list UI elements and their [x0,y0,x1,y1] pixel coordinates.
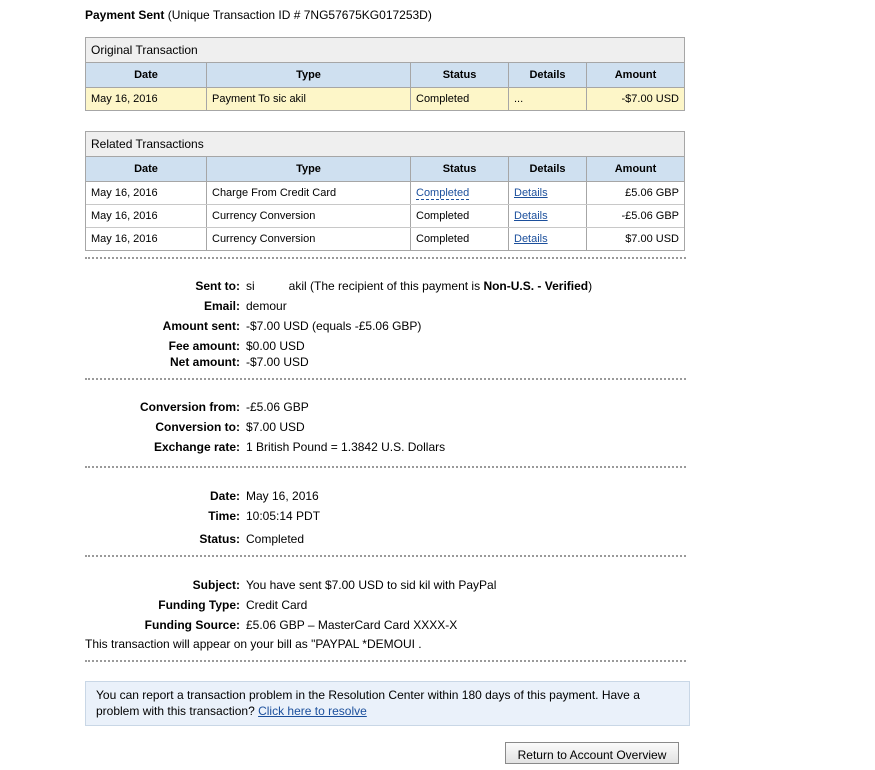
amount-sent-value: -$7.00 USD (equals -£5.06 GBP) [246,319,422,333]
exchange-rate-row [85,440,685,456]
row-type: Currency Conversion [207,205,411,228]
related-transactions-heading: Related Transactions [86,132,684,157]
col-status: Status [411,63,509,88]
time-row [85,509,685,525]
sent-to-label: Sent to: [195,279,240,293]
funding-type-label: Funding Type: [158,598,240,612]
conversion-from-value: -£5.06 GBP [246,400,309,414]
row-details [509,228,587,251]
redaction [255,281,289,293]
recipient-note-end: ) [588,279,593,293]
row-status: Completed [411,88,509,111]
funding-source-row [85,618,685,634]
table-header-row [86,157,684,182]
col-type: Type [207,63,411,88]
table-header-row [86,63,684,88]
row-date: May 16, 2016 [86,182,207,205]
section-divider [85,378,686,380]
resolution-text: You can report a transaction problem in the Resolution Center within 180 days of this payment. Have a problem with this transaction? [96,688,640,718]
time-value: 10:05:14 PDT [246,509,321,523]
subject-label: Subject: [192,578,240,592]
details-link[interactable]: Details [514,187,548,199]
transaction-id: (Unique Transaction ID # 7NG57675KG017253D) [164,8,432,22]
time-label: Time: [208,509,240,523]
details-link[interactable]: Details [514,233,548,245]
resolve-link[interactable]: Click here to resolve [258,704,367,718]
section-divider [85,660,686,662]
col-details: Details [509,157,587,182]
fee-value: $0.00 USD [246,339,305,353]
row-status: Completed [411,205,509,228]
date-row [85,489,685,505]
row-status[interactable] [411,182,509,205]
resolution-notice [85,681,690,726]
fee-row [85,339,685,355]
email-value: demour [246,299,287,313]
col-amount: Amount [587,63,685,88]
original-transaction-box [85,37,685,111]
section-divider [85,466,686,468]
sent-to-row [85,279,685,295]
row-details [509,182,587,205]
amount-sent-row [85,319,685,335]
fee-label: Fee amount: [168,339,240,353]
row-amount: -£5.06 GBP [587,205,685,228]
funding-type-row [85,598,685,614]
table-row[interactable] [86,88,684,111]
row-details: ... [509,88,587,111]
details-link[interactable]: Details [514,210,548,222]
row-type: Payment To sic akil [207,88,411,111]
row-status: Completed [411,228,509,251]
table-row [86,205,684,228]
row-amount: £5.06 GBP [587,182,685,205]
related-transactions-box [85,131,685,251]
row-date: May 16, 2016 [86,88,207,111]
page-title-bold: Payment Sent [85,8,165,22]
conversion-to-value: $7.00 USD [246,420,305,434]
row-type: Currency Conversion [207,228,411,251]
bill-note-row [85,637,685,653]
row-amount: $7.00 USD [625,233,679,245]
row-date: May 16, 2016 [86,205,207,228]
row-details [509,205,587,228]
section-divider [85,257,686,259]
exchange-rate-value: 1 British Pound = 1.3842 U.S. Dollars [246,440,446,454]
net-label: Net amount: [170,355,240,369]
subject-row [85,578,685,594]
recipient-name-end: akil [288,279,307,293]
row-date: May 16, 2016 [86,228,207,251]
row-amount: -$7.00 USD [587,88,685,111]
original-transaction-table [86,63,684,110]
date-label: Date: [209,489,240,503]
return-to-overview-button[interactable]: Return to Account Overview [505,742,679,764]
conversion-from-label: Conversion from: [139,400,240,414]
email-label: Email: [203,299,240,313]
col-date: Date [86,63,207,88]
row-type: Charge From Credit Card [207,182,411,205]
net-row [85,355,685,371]
subject-value: You have sent $7.00 USD to sid kil with PayPal [246,578,497,592]
date-value: May 16, 2016 [246,489,319,503]
table-row [86,228,684,251]
related-transactions-table [86,157,684,250]
funding-source-label: Funding Source: [144,618,240,632]
amount-sent-label: Amount sent: [162,319,240,333]
email-row [85,299,685,315]
page-title [85,8,432,22]
status-value: Completed [246,532,305,546]
original-transaction-heading: Original Transaction [86,38,684,63]
section-divider [85,555,686,557]
recipient-status: Non-U.S. - Verified [483,279,589,293]
col-amount: Amount [587,157,685,182]
recipient-note: (The recipient of this payment is [306,279,484,293]
conversion-from-row [85,400,685,416]
table-row [86,182,684,205]
conversion-to-row [85,420,685,436]
funding-type-value: Credit Card [246,598,308,612]
sent-to-value [246,279,592,293]
net-value: -$7.00 USD [246,355,309,369]
col-type: Type [207,157,411,182]
funding-source-value: £5.06 GBP – MasterCard Card XXXX-X [246,618,458,632]
recipient-name-start: si [246,279,255,293]
col-details: Details [509,63,587,88]
col-status: Status [411,157,509,182]
bill-note: This transaction will appear on your bill as "PAYPAL *DEMOUI . [85,637,422,651]
exchange-rate-label: Exchange rate: [153,440,240,454]
conversion-to-label: Conversion to: [155,420,240,434]
status-link[interactable]: Completed [416,187,470,199]
status-row [85,532,685,548]
col-date: Date [86,157,207,182]
status-label: Status: [199,532,240,546]
